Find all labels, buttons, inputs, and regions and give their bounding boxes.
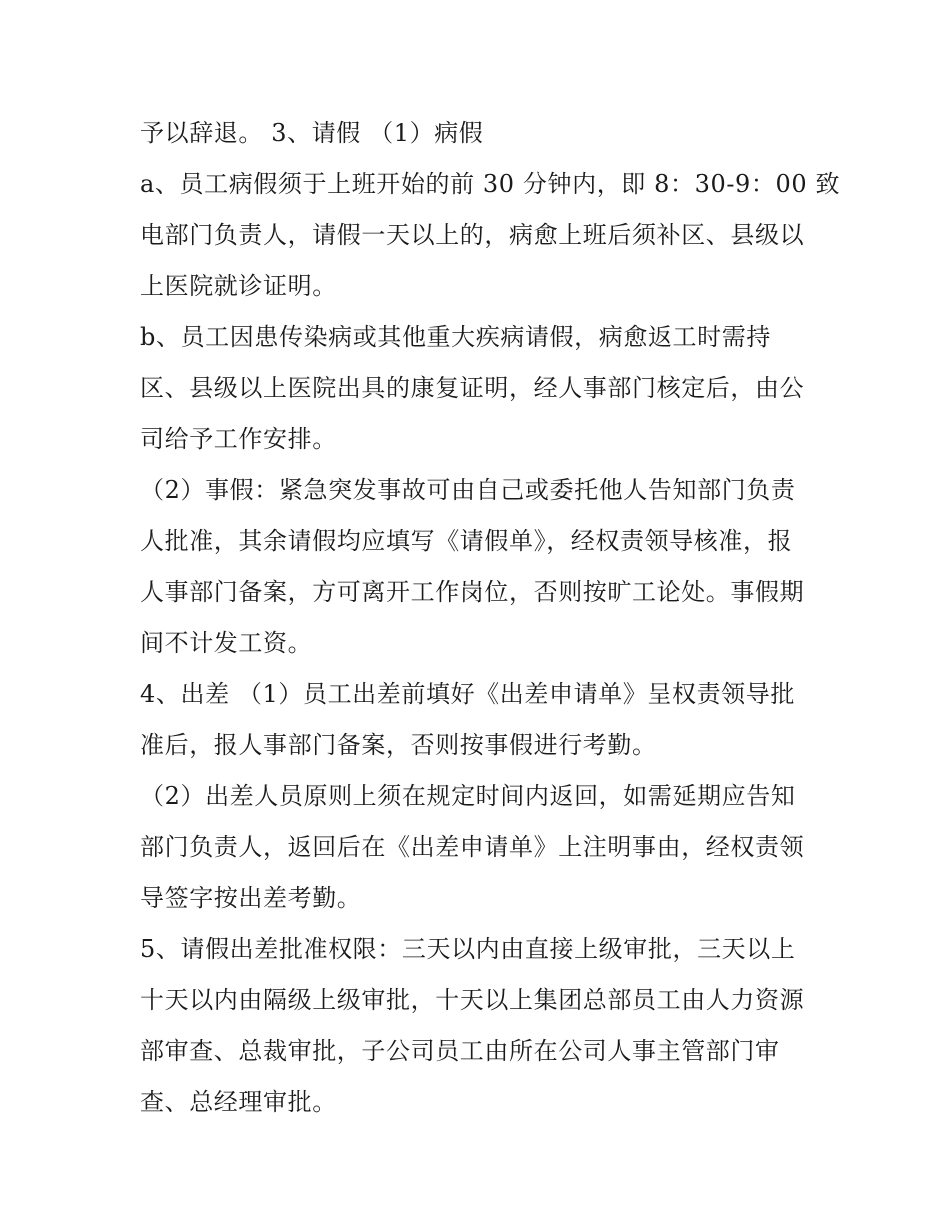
text-line-12: 4、出差 （1）员工出差前填好《出差申请单》呈权责领导批 xyxy=(140,680,795,708)
text-line-11: 间不计发工资。 xyxy=(140,629,313,657)
text-line-6: 区、县级以上医院出具的康复证明，经人事部门核定后，由公 xyxy=(140,374,805,402)
text-line-20: 查、总经理审批。 xyxy=(140,1088,337,1116)
text-line-18: 十天以内由隔级上级审批，十天以上集团总部员工由人力资源 xyxy=(140,986,805,1014)
text-line-15: 部门负责人，返回后在《出差申请单》上注明事由，经权责领 xyxy=(140,833,805,861)
text-line-10: 人事部门备案，方可离开工作岗位，否则按旷工论处。事假期 xyxy=(140,578,805,606)
text-line-17: 5、请假出差批准权限：三天以内由直接上级审批，三天以上 xyxy=(140,935,796,963)
text-line-7: 司给予工作安排。 xyxy=(140,425,337,453)
text-line-2: a、员工病假须于上班开始的前 30 分钟内，即 8：30-9：00 致 xyxy=(140,170,841,198)
text-line-16: 导签字按出差考勤。 xyxy=(140,884,362,912)
document-body xyxy=(140,108,841,1128)
text-line-13: 准后，报人事部门备案，否则按事假进行考勤。 xyxy=(140,731,657,759)
text-line-8: （2）事假：紧急突发事故可由自己或委托他人告知部门负责 xyxy=(140,476,796,504)
text-line-3: 电部门负责人，请假一天以上的，病愈上班后须补区、县级以 xyxy=(140,221,805,249)
text-line-1: 予以辞退。 3、请假 （1）病假 xyxy=(140,119,484,147)
text-line-14: （2）出差人员原则上须在规定时间内返回，如需延期应告知 xyxy=(140,782,796,810)
text-line-19: 部审查、总裁审批，子公司员工由所在公司人事主管部门审 xyxy=(140,1037,780,1065)
text-line-5: b、员工因患传染病或其他重大疾病请假，病愈返工时需持 xyxy=(140,323,771,351)
text-line-4: 上医院就诊证明。 xyxy=(140,272,337,300)
text-line-9: 人批准，其余请假均应填写《请假单》，经权责领导核准，报 xyxy=(140,527,793,555)
